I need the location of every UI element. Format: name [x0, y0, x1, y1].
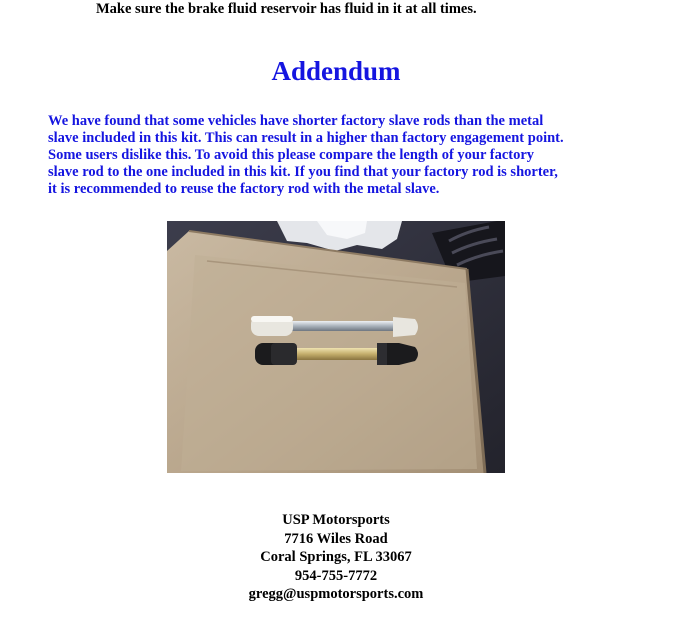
phone-number: 954-755-7772 — [294, 567, 378, 584]
email-address: gregg@uspmotorsports.com — [248, 586, 424, 602]
street-address: 7716 Wiles Road — [284, 530, 388, 547]
slave-rods-photo — [167, 221, 505, 473]
paragraph-line: slave rod to the one included in this kit. If you find that your factory rod is shorter, — [48, 164, 558, 180]
city-state-zip: Coral Springs, FL 33067 — [260, 549, 412, 565]
addendum-heading: Addendum — [271, 56, 401, 86]
paragraph-line: We have found that some vehicles have shorter factory slave rods than the metal — [48, 113, 544, 129]
brake-fluid-note: Make sure the brake fluid reservoir has fluid in it at all times. — [96, 1, 477, 17]
addendum-paragraph — [48, 113, 648, 198]
contact-block — [0, 511, 672, 604]
paragraph-line: slave included in this kit. This can result in a higher than factory engagement point. — [48, 130, 564, 146]
paragraph-line: Some users dislike this. To avoid this please compare the length of your factory — [48, 147, 535, 163]
paragraph-line: it is recommended to reuse the factory rod with the metal slave. — [48, 181, 440, 197]
company-name: USP Motorsports — [282, 512, 390, 528]
